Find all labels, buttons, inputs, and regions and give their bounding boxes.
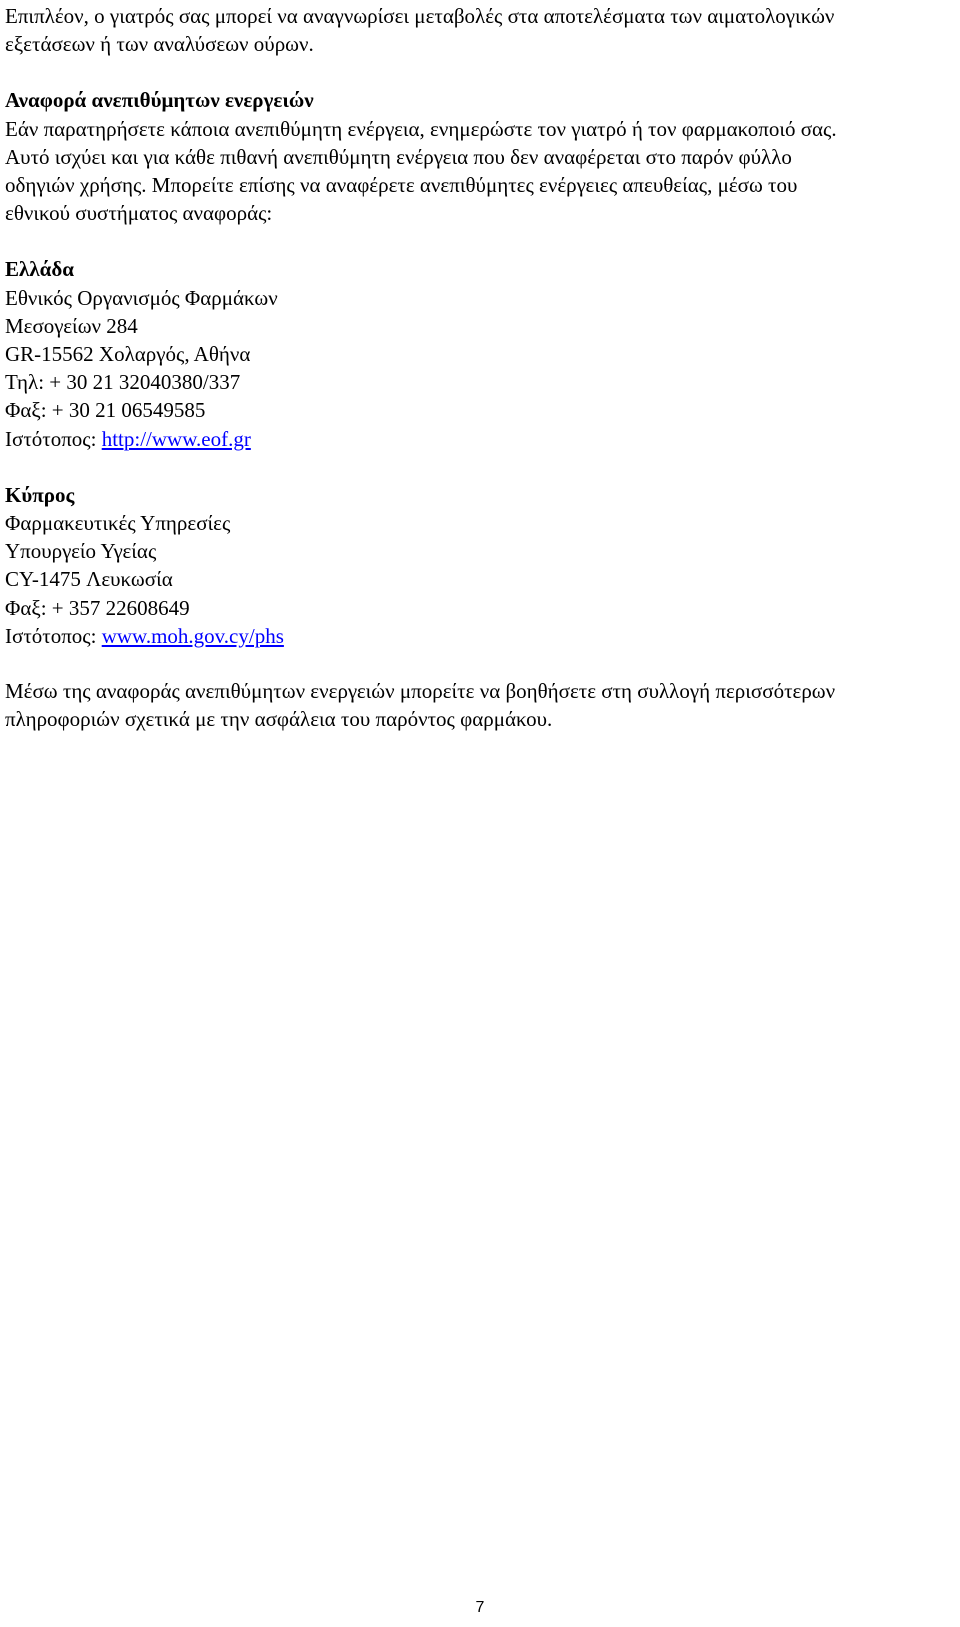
- cyprus-heading: Κύπρος: [5, 482, 75, 507]
- cyprus-fax: Φαξ: + 357 22608649: [5, 595, 190, 620]
- adverse-reporting-line-4: εθνικού συστήματος αναφοράς:: [5, 201, 273, 226]
- intro-line-1: Επιπλέον, ο γιατρός σας μπορεί να αναγνωρίσει μεταβολές στα αποτελέσματα των αιματολογικών: [5, 4, 835, 28]
- greece-phone: Τηλ: + 30 21 32040380/337: [5, 370, 241, 395]
- intro-paragraph: [5, 0, 955, 58]
- cyprus-city: CY-1475 Λευκωσία: [5, 567, 173, 592]
- greece-website-line: [5, 425, 955, 453]
- greece-contact-block: [5, 255, 955, 452]
- greece-city: GR-15562 Χολαργός, Αθήνα: [5, 342, 251, 367]
- adverse-reporting-line-2: Αυτό ισχύει και για κάθε πιθανή ανεπιθύμητη ενέργεια που δεν αναφέρεται στο παρόν φύλλο: [5, 144, 792, 169]
- greece-heading: Ελλάδα: [5, 257, 74, 282]
- cyprus-organization: Φαρμακευτικές Υπηρεσίες: [5, 511, 231, 536]
- greece-fax: Φαξ: + 30 21 06549585: [5, 398, 206, 423]
- closing-line-2: πληροφοριών σχετικά με την ασφάλεια του παρόντος φαρμάκου.: [5, 707, 553, 732]
- cyprus-ministry: Υπουργείο Υγείας: [5, 539, 157, 564]
- cyprus-website-label: Ιστότοπος:: [5, 623, 102, 648]
- greece-website-label: Ιστότοπος:: [5, 426, 102, 451]
- document-page: [5, 0, 955, 733]
- intro-line-2: εξετάσεων ή των αναλύσεων ούρων.: [5, 32, 314, 57]
- adverse-reporting-line-3: οδηγιών χρήσης. Μπορείτε επίσης να αναφέρετε ανεπιθύμητες ενέργειες απευθείας, μέσω του: [5, 173, 798, 198]
- adverse-reporting-section: [5, 86, 955, 227]
- adverse-reporting-line-1: Εάν παρατηρήσετε κάποια ανεπιθύμητη ενέργεια, ενημερώστε τον γιατρό ή τον φαρμακοποιό σας.: [5, 116, 837, 141]
- greece-organization: Εθνικός Οργανισμός Φαρμάκων: [5, 285, 278, 310]
- closing-line-1: Μέσω της αναφοράς ανεπιθύμητων ενεργειών μπορείτε να βοηθήσετε στη συλλογή περισσότερων: [5, 679, 836, 704]
- closing-paragraph: [5, 677, 955, 733]
- cyprus-contact-block: [5, 481, 955, 650]
- cyprus-website-line: [5, 622, 955, 650]
- adverse-reporting-heading: Αναφορά ανεπιθύμητων ενεργειών: [5, 88, 314, 113]
- greece-street: Μεσογείων 284: [5, 313, 138, 338]
- page-number: 7: [475, 1599, 485, 1616]
- cyprus-website-link[interactable]: www.moh.gov.cy/phs: [101, 623, 284, 648]
- greece-website-link[interactable]: http://www.eof.gr: [101, 426, 251, 451]
